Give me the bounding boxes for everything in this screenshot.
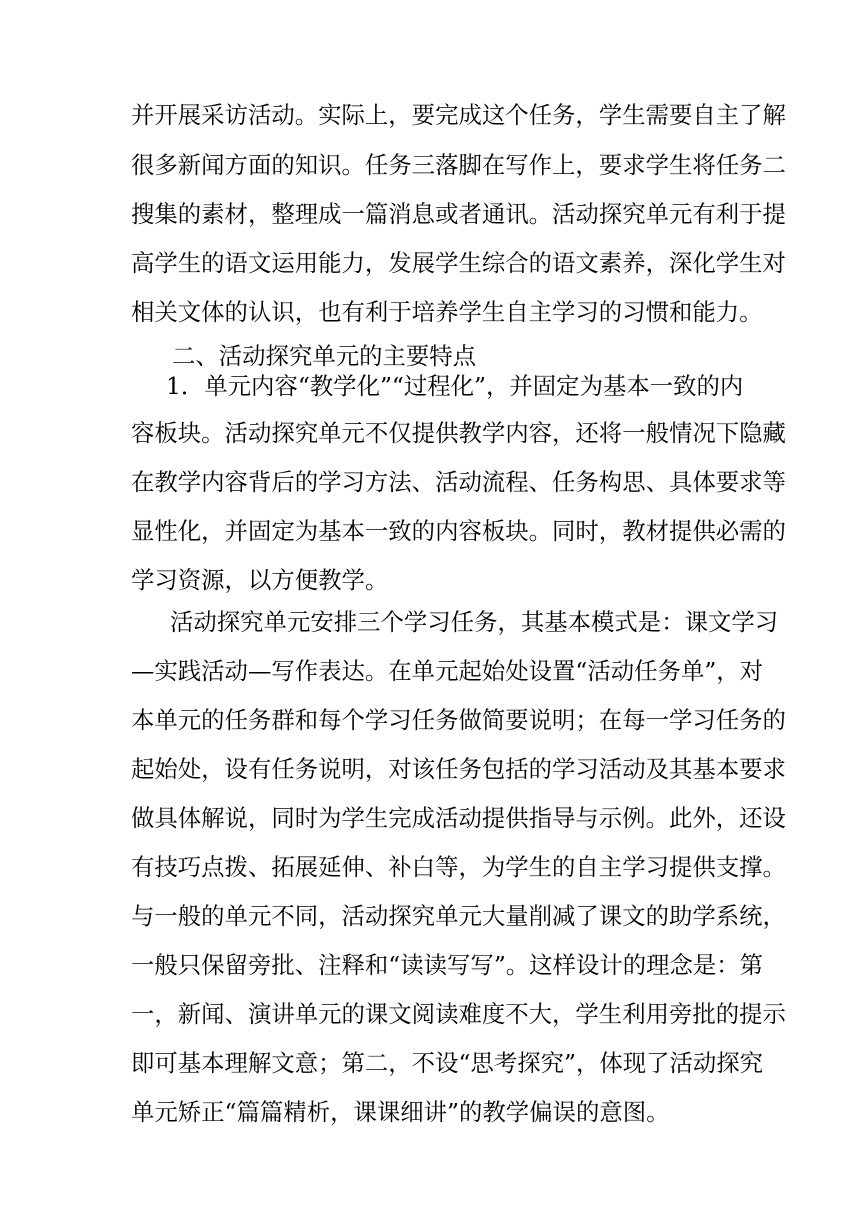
text-line: 高学生的语文运用能力，发展学生综合的语文素养，深化学生对 bbox=[131, 249, 786, 277]
text-line: 有技巧点拨、拓展延伸、补白等，为学生的自主学习提供支撑。 bbox=[131, 853, 786, 881]
text-line: 很多新闻方面的知识。任务三落脚在写作上，要求学生将任务二 bbox=[131, 151, 786, 179]
text-line: 搜集的素材，整理成一篇消息或者通讯。活动探究单元有利于提 bbox=[131, 200, 786, 228]
text-line: 与一般的单元不同，活动探究单元大量削减了课文的助学系统， bbox=[131, 902, 786, 930]
text-line: 1．单元内容“教学化”“过程化”，并固定为基本一致的内 bbox=[166, 372, 744, 400]
text-line: —实践活动—写作表达。在单元起始处设置“活动任务单”，对 bbox=[131, 657, 764, 685]
text-line: 在教学内容背后的学习方法、活动流程、任务构思、具体要求等 bbox=[131, 468, 786, 496]
text-line: 活动探究单元安排三个学习任务，其基本模式是：课文学习 bbox=[170, 608, 779, 636]
text-line: 起始处，设有任务说明，对该任务包括的学习活动及其基本要求 bbox=[131, 755, 786, 783]
text-line: 本单元的任务群和每个学习任务做简要说明；在每一学习任务的 bbox=[131, 706, 786, 734]
section-heading: 二、活动探究单元的主要特点 bbox=[172, 342, 477, 370]
text-line: 并开展采访活动。实际上，要完成这个任务，学生需要自主了解 bbox=[131, 101, 786, 129]
text-line: 一，新闻、演讲单元的课文阅读难度不大，学生利用旁批的提示 bbox=[131, 1000, 786, 1028]
text-line: 容板块。活动探究单元不仅提供教学内容，还将一般情况下隐藏 bbox=[131, 419, 786, 447]
text-line: 单元矫正“篇篇精析，课课细讲”的教学偏误的意图。 bbox=[131, 1098, 670, 1126]
text-line: 显性化，并固定为基本一致的内容板块。同时，教材提供必需的 bbox=[131, 517, 786, 545]
text-line: 学习资源，以方便教学。 bbox=[131, 566, 389, 594]
text-line: 一般只保留旁批、注释和“读读写写”。这样设计的理念是：第 bbox=[131, 951, 764, 979]
text-line: 即可基本理解文意；第二，不设“思考探究”，体现了活动探究 bbox=[131, 1049, 764, 1077]
text-line: 相关文体的认识，也有利于培养学生自主学习的习惯和能力。 bbox=[131, 298, 763, 326]
text-line: 做具体解说，同时为学生完成活动提供指导与示例。此外，还设 bbox=[131, 804, 786, 832]
